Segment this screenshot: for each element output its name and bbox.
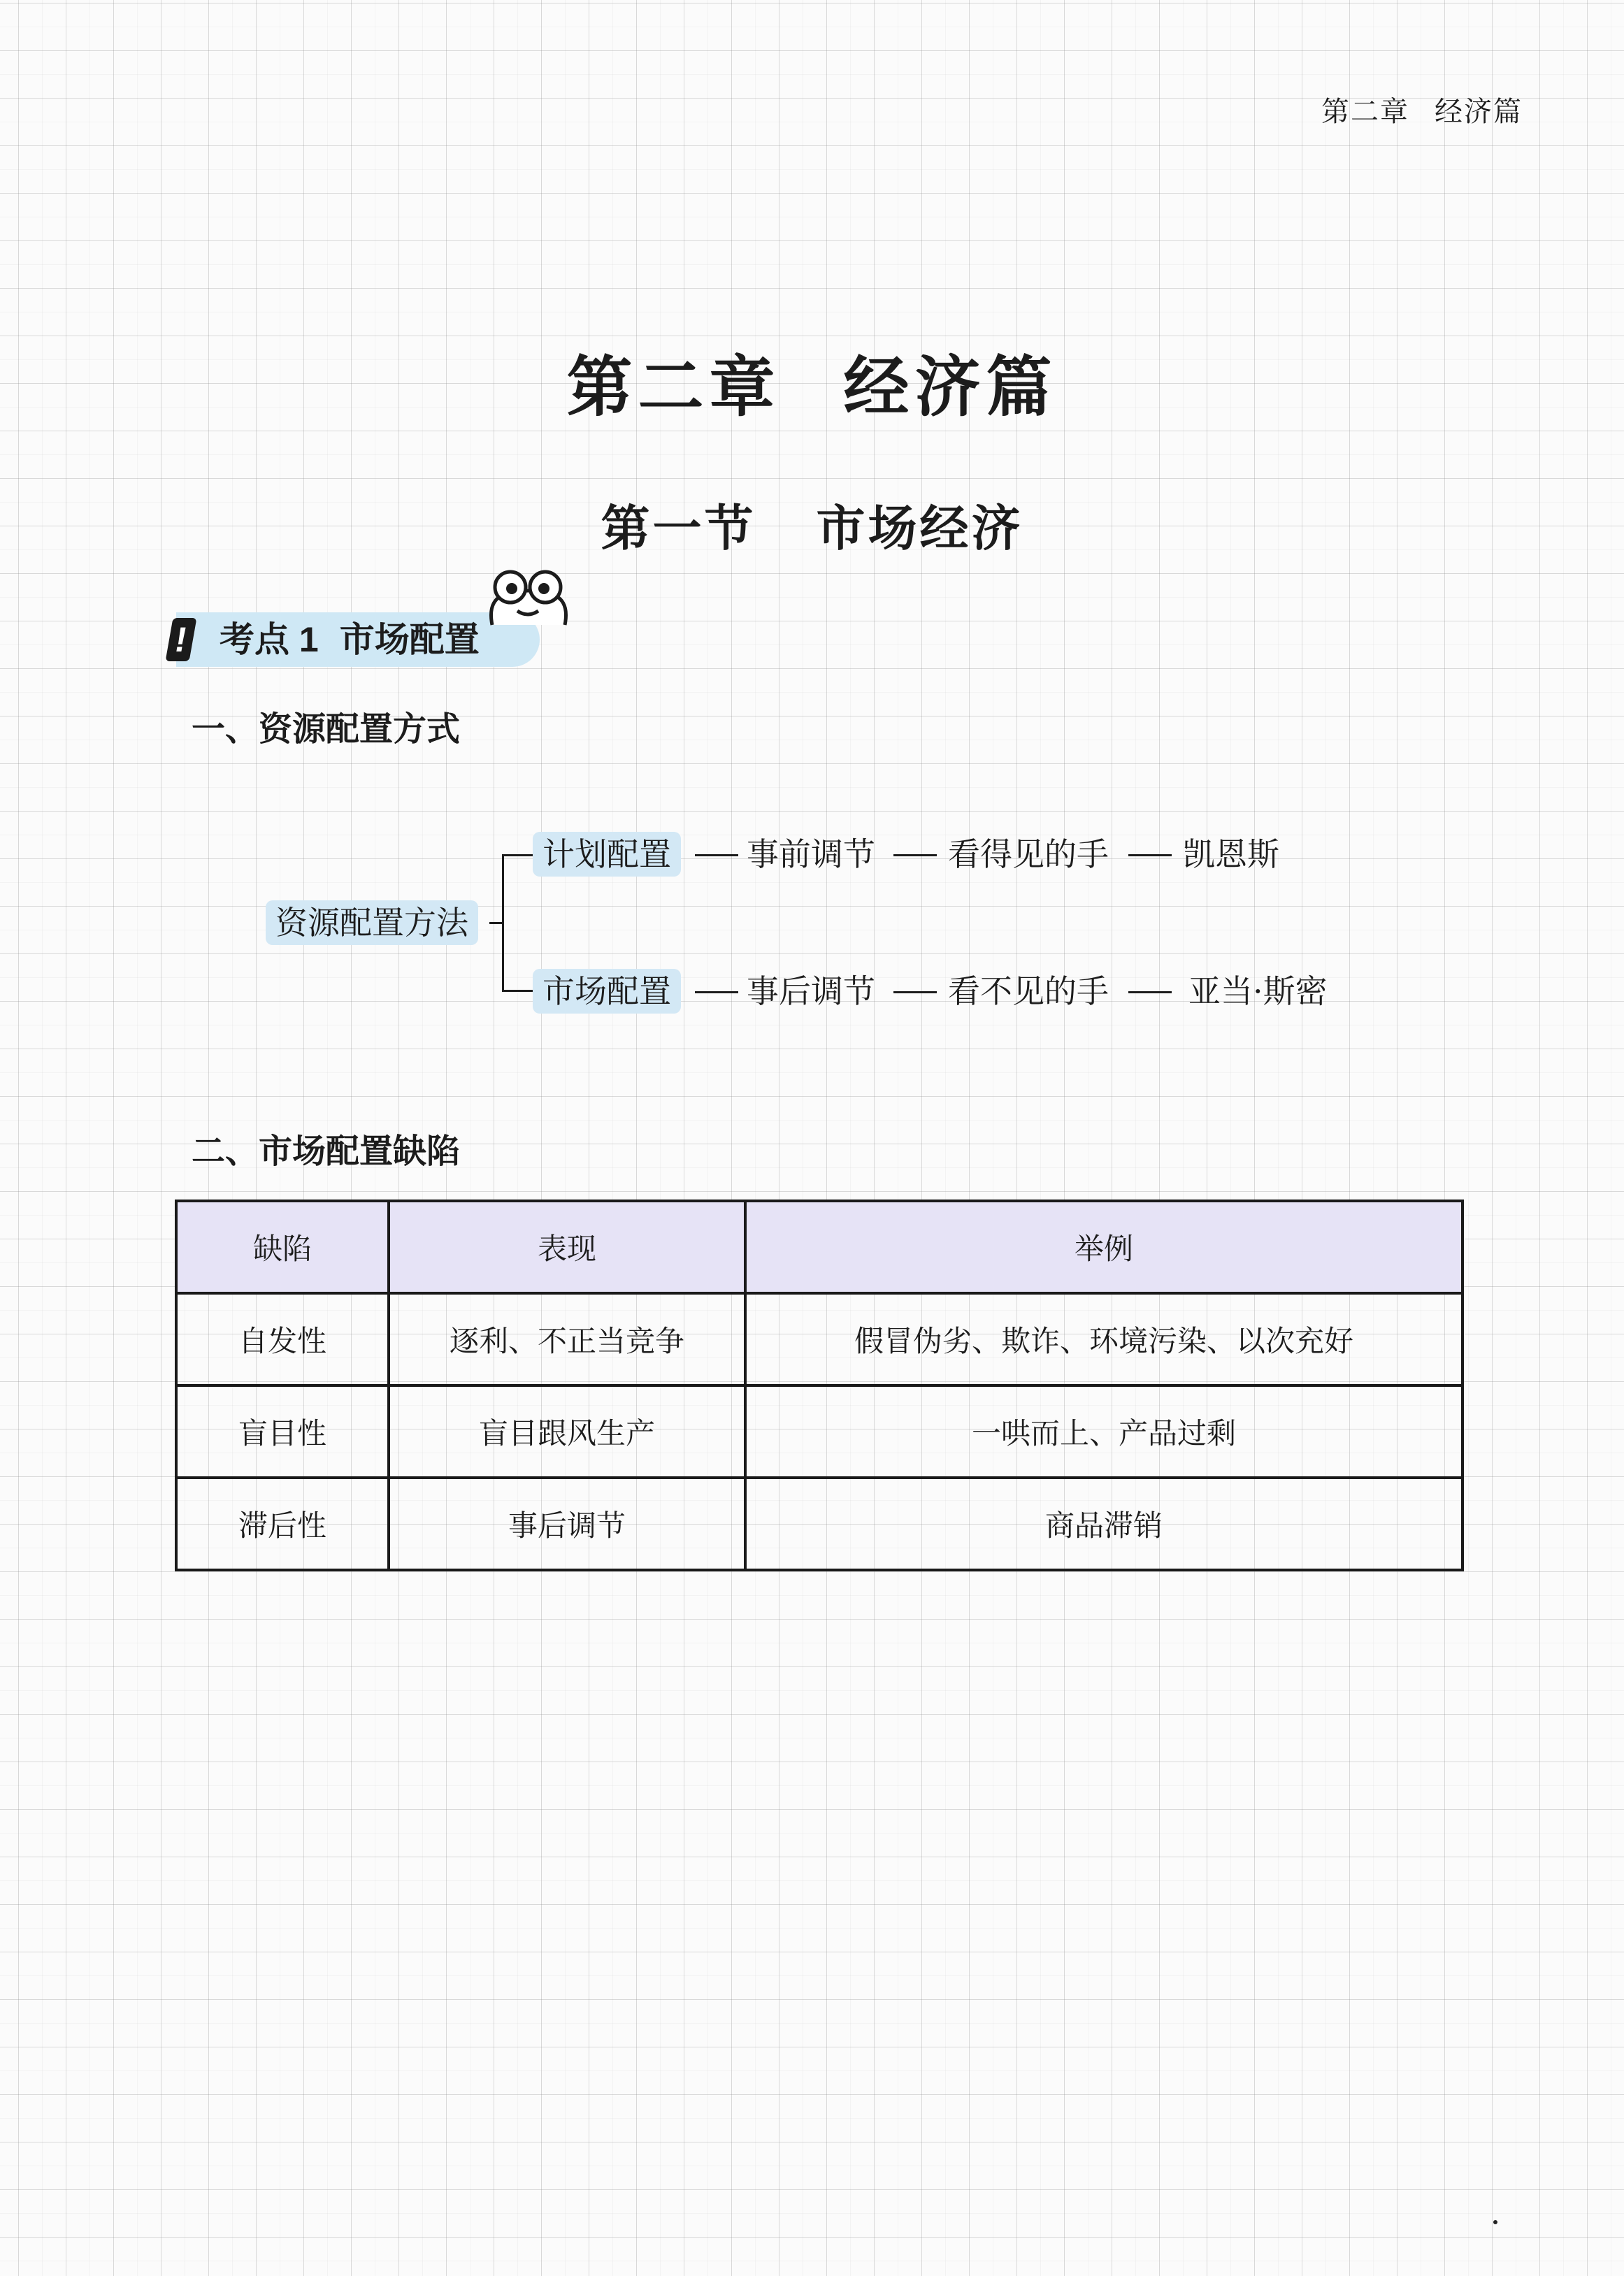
table-row [176, 1293, 1463, 1385]
table-cell: 盲目跟风生产 [389, 1385, 745, 1478]
root-connector [489, 922, 503, 924]
table-row [176, 1385, 1463, 1478]
chapter-name: 经济篇 [843, 349, 1058, 426]
running-head [1321, 89, 1552, 129]
chapter-title [0, 334, 1624, 428]
key-point-title: 市场配置 [339, 620, 480, 659]
header-example: 举例 [745, 1201, 1463, 1293]
allocation-diagram [0, 804, 1624, 1035]
table-cell: 逐利、不正当竞争 [389, 1293, 745, 1385]
diagram-root: 资源配置方法 [266, 900, 478, 945]
plan-dash-2 [893, 854, 937, 856]
table-cell: 盲目性 [176, 1385, 389, 1478]
table-header-row [176, 1201, 1463, 1293]
bracket-vertical [502, 854, 504, 991]
diagram-plan-method: 计划配置 [533, 832, 681, 877]
plan-person: 凯恩斯 [1183, 835, 1279, 873]
plan-metaphor: 看得见的手 [948, 835, 1109, 873]
table-cell: 假冒伪劣、欺诈、环境污染、以次充好 [745, 1293, 1463, 1385]
plan-dash-1 [695, 854, 738, 856]
section-title [0, 489, 1624, 560]
stray-dot [1493, 2220, 1497, 2224]
running-head-chapter: 第二章 [1321, 96, 1409, 128]
table-cell: 一哄而上、产品过剩 [745, 1385, 1463, 1478]
plan-dash-3 [1128, 854, 1172, 856]
key-point-number: 考点 1 [220, 620, 319, 659]
table-row [176, 1478, 1463, 1570]
header-manifestation: 表现 [389, 1201, 745, 1293]
diagram-market-method: 市场配置 [533, 969, 681, 1014]
defects-table [175, 1200, 1464, 1571]
running-head-title: 经济篇 [1435, 96, 1523, 128]
bracket-top [502, 854, 533, 856]
bracket-bottom [502, 990, 533, 992]
exclamation-icon: ! [166, 618, 197, 661]
market-person: 亚当·斯密 [1188, 972, 1328, 1010]
key-point-label [220, 618, 480, 661]
market-dash-1 [695, 991, 738, 993]
market-regulation: 事后调节 [747, 972, 875, 1010]
header-defect: 缺陷 [176, 1201, 389, 1293]
section-name: 市场经济 [816, 499, 1023, 557]
frog-icon [482, 565, 573, 635]
market-dash-3 [1128, 991, 1172, 993]
chapter-number: 第二章 [566, 349, 781, 426]
table-cell: 商品滞销 [745, 1478, 1463, 1570]
heading-market-defects: 二、市场配置缺陷 [192, 1133, 461, 1170]
table-cell: 事后调节 [389, 1478, 745, 1570]
market-metaphor: 看不见的手 [948, 972, 1109, 1010]
section-number: 第一节 [601, 499, 756, 557]
plan-regulation: 事前调节 [747, 835, 875, 873]
heading-resource-allocation: 一、资源配置方式 [192, 711, 461, 748]
table-cell: 自发性 [176, 1293, 389, 1385]
table-cell: 滞后性 [176, 1478, 389, 1570]
market-dash-2 [893, 991, 937, 993]
